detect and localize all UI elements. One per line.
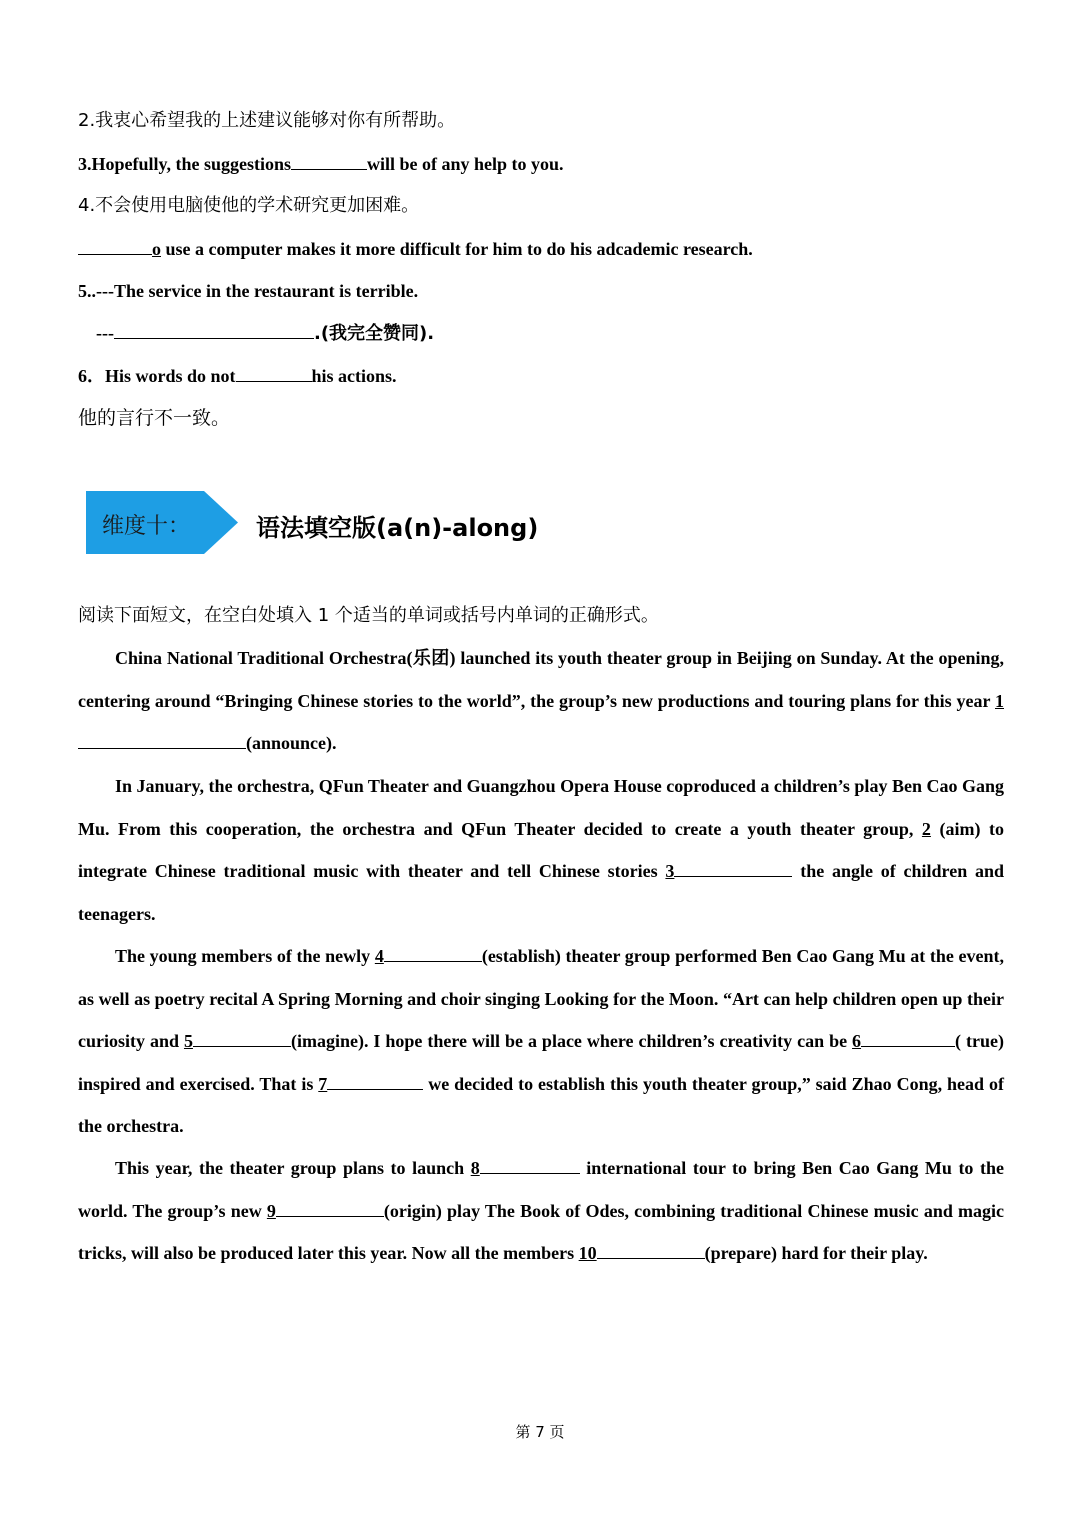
- paragraph-3-text-e: we decided to establish this youth theater group,” said Zhao Cong, head of the orchestra.: [78, 1073, 1004, 1136]
- blank-number-6: 6: [852, 1031, 862, 1051]
- blank-exercise-3[interactable]: [291, 153, 367, 170]
- blank-number-3: 3: [665, 861, 675, 881]
- exercise-6-prefix: 6．His words do not: [78, 366, 236, 386]
- blank-number-9: 9: [266, 1200, 276, 1221]
- exercise-3-suffix: will be of any help to you.: [367, 154, 564, 174]
- exercise-5-suffix: .(我完全赞同).: [313, 323, 435, 344]
- paragraph-2-text-a: In January, the orchestra, QFun Theater and Guangzhou Opera House coproduced a children’s play Ben Cao Gang Mu. From this cooperation, the orchestra and QFun Theater decided to create a youth theater group,: [78, 776, 1004, 839]
- blank-10[interactable]: [597, 1242, 705, 1259]
- exercise-3-prefix: 3.Hopefully, the suggestions: [78, 154, 292, 174]
- blank-7[interactable]: [327, 1073, 423, 1090]
- blank-number-5: 5: [183, 1031, 193, 1051]
- exercise-4-letter: o: [152, 239, 161, 259]
- paragraph-2-text-c: the angle of children and teenagers.: [78, 861, 1005, 924]
- blank-number-8: 8: [470, 1158, 480, 1178]
- exercise-4-chinese: 4.不会使用电脑使他的学术研究更加困难。: [78, 195, 420, 216]
- paragraph-4: [78, 1147, 1004, 1275]
- exercise-4-suffix: use a computer makes it more difficult for him to do his adcademic research.: [161, 239, 753, 259]
- exercise-6-chinese: 他的言行不一致。: [78, 407, 231, 429]
- blank-exercise-4[interactable]: [78, 238, 152, 255]
- blank-number-1: 1: [995, 690, 1004, 711]
- paragraph-1-text-a: China National Traditional Orchestra(乐团) launched its youth theater group in Beijing on Sunday. At the opening, centering around “Bringing Chinese stories to the world”, the group’s new productions and touring plans for this year: [78, 648, 1004, 711]
- blank-number-2[interactable]: 2: [921, 818, 931, 839]
- blank-8[interactable]: [480, 1157, 580, 1174]
- paragraph-3-text-a: The young members of the newly: [115, 946, 375, 966]
- section-label: 维度十：: [102, 514, 191, 539]
- exercise-4: [78, 238, 753, 260]
- paragraph-4-text-d: (prepare) hard for their play.: [704, 1243, 928, 1263]
- blank-exercise-5[interactable]: [114, 322, 314, 339]
- paragraph-4-text-a: This year, the theater group plans to launch: [115, 1158, 471, 1178]
- paragraph-2: [78, 765, 1004, 935]
- exercise-6: [78, 365, 397, 387]
- blank-5[interactable]: [193, 1030, 291, 1047]
- paragraph-3: [78, 935, 1004, 1148]
- exercise-5-dash: ---: [96, 323, 114, 343]
- blank-number-7: 7: [318, 1073, 328, 1094]
- paragraph-1: [78, 637, 1004, 765]
- section-banner: [86, 491, 238, 554]
- exercise-5-prompt: 5..---The service in the restaurant is terrible.: [78, 281, 419, 301]
- blank-6[interactable]: [861, 1030, 955, 1047]
- passage-instruction: 阅读下面短文，在空白处填入 1 个适当的单词或括号内单词的正确形式。: [78, 605, 659, 626]
- paragraph-2-text-b: (aim) to integrate Chinese traditional music with theater and tell Chinese stories: [78, 818, 1004, 881]
- paragraph-1-text-b: (announce).: [246, 733, 337, 753]
- blank-number-4: 4: [374, 946, 384, 966]
- exercise-2-chinese: 2.我衷心希望我的上述建议能够对你有所帮助。: [78, 110, 456, 131]
- paragraph-3-text-c: (imagine). I hope there will be a place where children’s creativity can be: [290, 1031, 853, 1051]
- blank-number-10: 10: [578, 1243, 597, 1263]
- blank-exercise-6[interactable]: [236, 365, 312, 382]
- paragraph-3-text-b: (establish) theater group performed Ben Cao Gang Mu at the event, as well as poetry recital A Spring Morning and choir singing Looking for the Moon. “Art can help children open up their curiosity and: [78, 946, 1004, 1051]
- exercise-3: [78, 153, 564, 175]
- paragraph-4-text-b: international tour to bring Ben Cao Gang Mu to the world. The group’s new: [78, 1158, 1004, 1221]
- blank-1[interactable]: [78, 732, 246, 749]
- exercise-6-suffix: his actions.: [311, 366, 397, 386]
- paragraph-4-text-c: (origin) play The Book of Odes, combining traditional Chinese music and magic tricks, will also be produced later this year. Now all the members: [78, 1200, 1004, 1263]
- page-number: 第 7 页: [515, 1423, 565, 1441]
- section-title: 语法填空版(a(n)-along): [256, 514, 539, 542]
- paragraph-3-text-d: ( true) inspired and exercised. That is: [78, 1031, 1004, 1094]
- exercise-5-reply: [96, 322, 434, 345]
- blank-3[interactable]: [674, 860, 792, 877]
- blank-9[interactable]: [276, 1200, 384, 1217]
- blank-4[interactable]: [384, 945, 482, 962]
